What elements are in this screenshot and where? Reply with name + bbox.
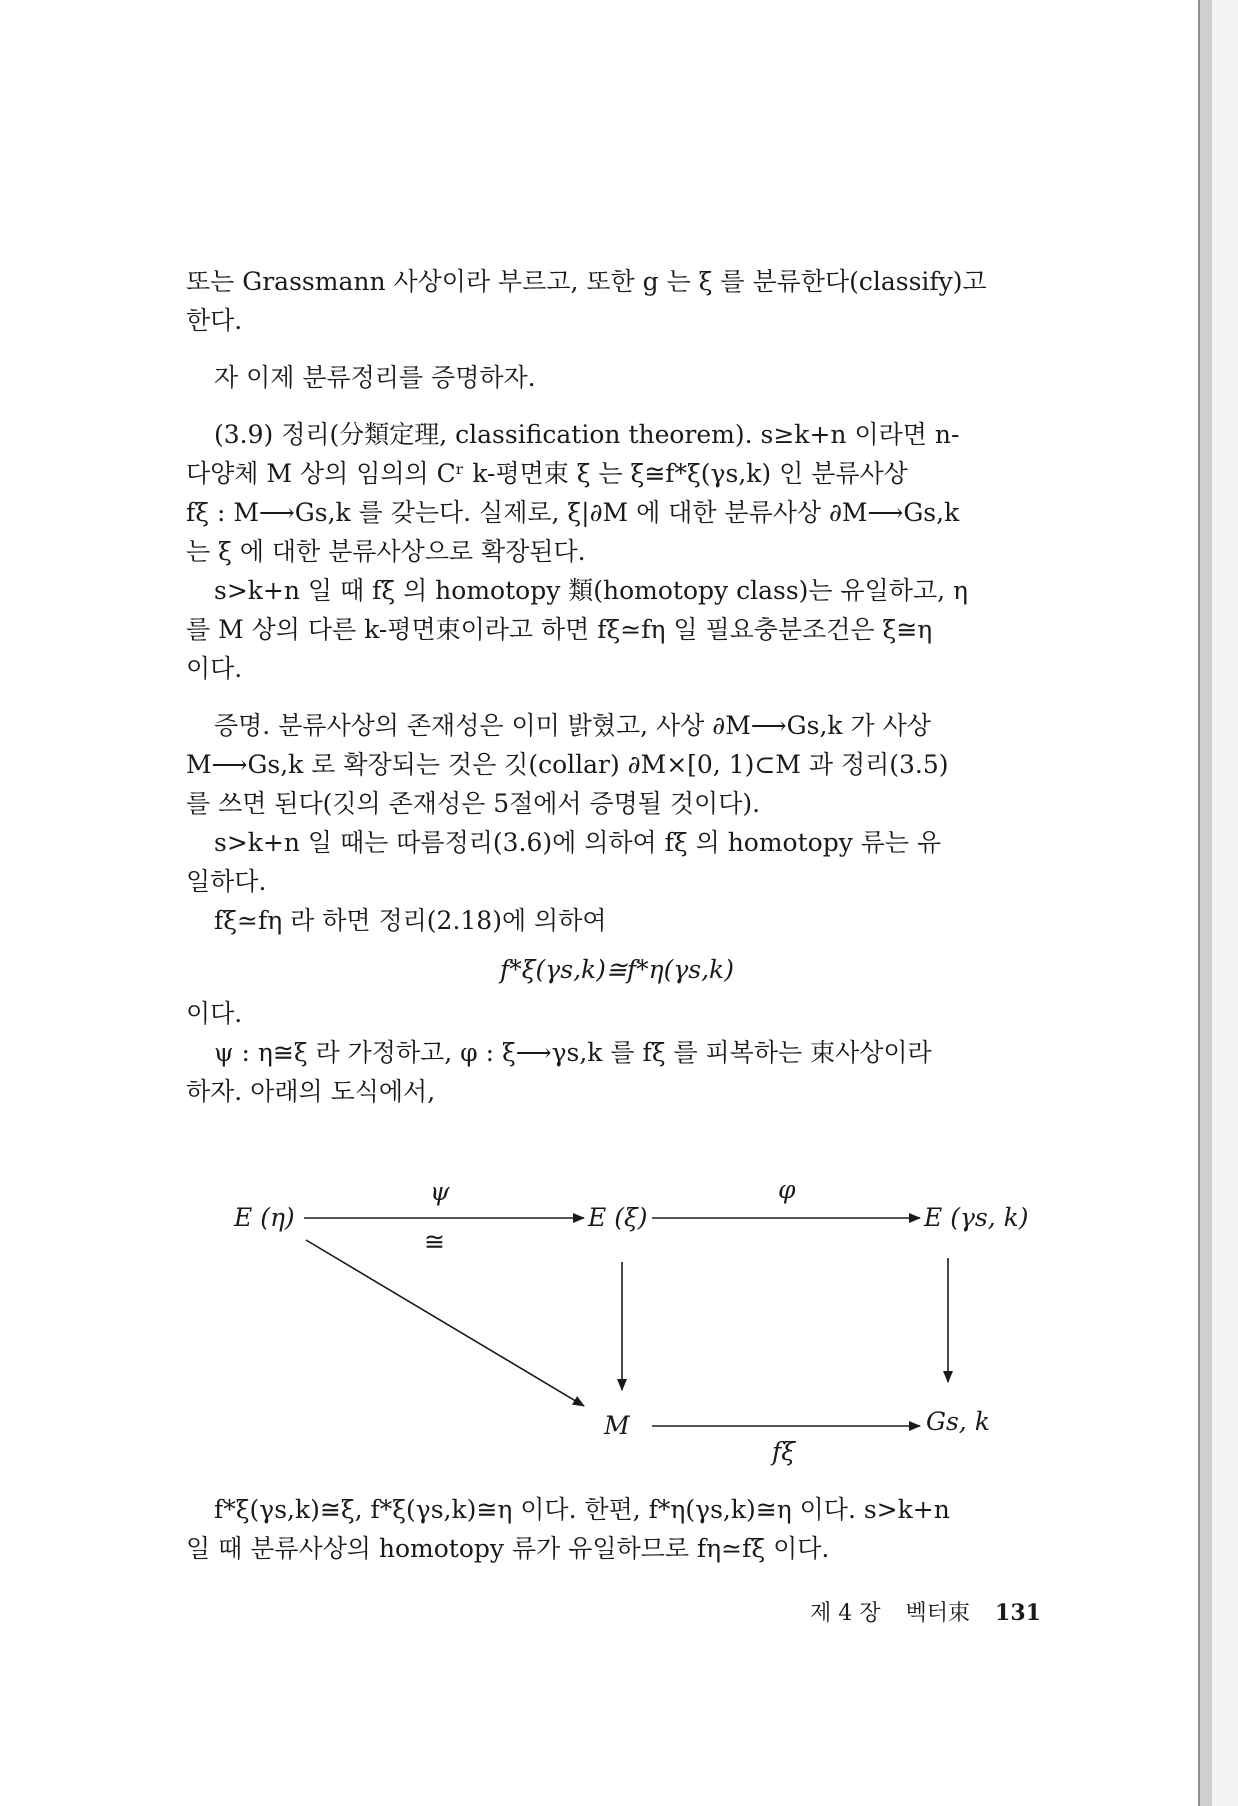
proof-heading: 증명. 분류사상의 존재성은 이미 밝혔고, 사상 ∂M⟶Gs,k 가 사상 [214, 711, 931, 740]
text-line: s>k+n 일 때 fξ 의 homotopy 類(homotopy class)는 유일하고, η [214, 576, 968, 605]
text-line: s>k+n 일 때는 따름정리(3.6)에 의하여 fξ 의 homotopy 류는 유 [214, 828, 942, 857]
text-line: 하자. 아래의 도식에서, [186, 1077, 436, 1106]
text-line: 또는 Grassmann 사상이라 부르고, 또한 g 는 ξ 를 분류한다(classify)고 [186, 267, 987, 296]
label-psi: ψ [430, 1177, 450, 1206]
text-line: 일 때 분류사상의 homotopy 류가 유일하므로 fη≃fξ 이다. [186, 1534, 830, 1563]
display-equation: f*ξ(γs,k)≅f*η(γs,k) [500, 955, 734, 984]
text-line: 일하다. [186, 867, 267, 896]
page-edge [1198, 0, 1212, 1806]
arrow-eta-projection [306, 1240, 584, 1406]
theorem-heading: (3.9) 정리(分類定理, classification theorem). s≥k+n 이라면 n- [214, 420, 960, 449]
page-number: 131 [995, 1600, 1041, 1626]
text-line: 이다. [186, 654, 243, 683]
label-f-xi: fξ [772, 1437, 796, 1466]
node-e-eta: E (η) [234, 1203, 295, 1232]
node-m: M [604, 1411, 630, 1440]
text-line: 는 ξ 에 대한 분류사상으로 확장된다. [186, 537, 586, 566]
text-line: fξ≃fη 라 하면 정리(2.18)에 의하여 [214, 906, 607, 935]
label-phi: φ [778, 1175, 796, 1204]
chapter-label: 제 4 장 [810, 1601, 881, 1626]
label-cong: ≅ [424, 1227, 445, 1256]
text-line: 를 M 상의 다른 k-평면束이라고 하면 fξ≃fη 일 필요충분조건은 ξ≅η [186, 615, 933, 644]
page-footer [810, 1596, 1059, 1627]
text-line: M⟶Gs,k 로 확장되는 것은 깃(collar) ∂M×[0, 1)⊂M 과 정리(3.5) [186, 750, 949, 779]
text-line: 를 쓰면 된다(깃의 존재성은 5절에서 증명될 것이다). [186, 789, 761, 818]
node-e-gamma: E (γs, k) [924, 1203, 1029, 1232]
text-line: 이다. [186, 999, 243, 1028]
text-line: 자 이제 분류정리를 증명하자. [214, 363, 536, 392]
node-e-xi: E (ξ) [588, 1203, 648, 1232]
text-line: 한다. [186, 306, 243, 335]
text-line: ψ : η≅ξ 라 가정하고, φ : ξ⟶γs,k 를 fξ 를 피복하는 束사상이라 [214, 1038, 932, 1067]
main-text [186, 262, 1048, 1111]
page-edge-background [1212, 0, 1238, 1806]
text-line: f*ξ(γs,k)≅ξ, f*ξ(γs,k)≅η 이다. 한편, f*η(γs,k)≅η 이다. s>k+n [214, 1495, 950, 1524]
commutative-diagram [186, 1168, 1048, 1468]
chapter-title: 벡터束 [905, 1601, 971, 1626]
text-line: 다양체 M 상의 임의의 Cʳ k-평면束 ξ 는 ξ≅f*ξ(γs,k) 인 분류사상 [186, 459, 908, 488]
node-g: Gs, k [926, 1407, 990, 1436]
conclusion-text [186, 1490, 1048, 1568]
text-line: fξ : M⟶Gs,k 를 갖는다. 실제로, ξ|∂M 에 대한 분류사상 ∂M⟶Gs,k [186, 498, 960, 527]
